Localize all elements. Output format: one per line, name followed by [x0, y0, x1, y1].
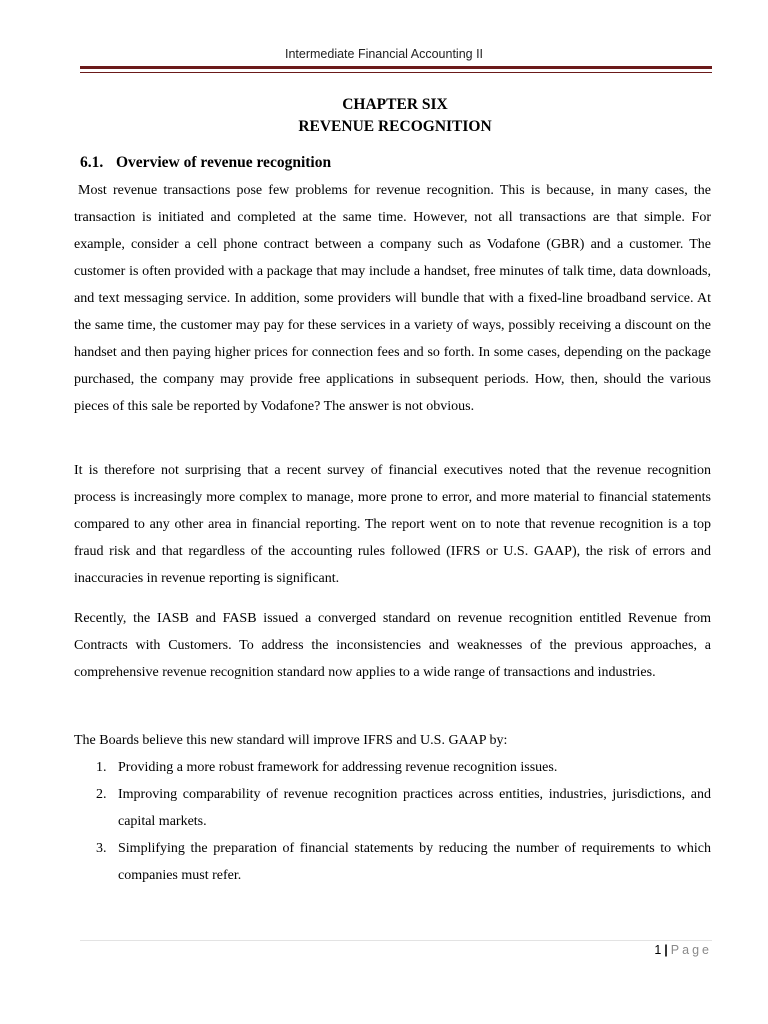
section-title: Overview of revenue recognition — [116, 154, 332, 171]
header-rule-thin — [80, 72, 712, 73]
section-heading — [80, 154, 331, 172]
running-header-title: Intermediate Financial Accounting II — [284, 47, 484, 61]
chapter-title — [0, 94, 768, 138]
page-label: Page — [670, 943, 712, 957]
header-rule-thick — [80, 66, 712, 69]
list-marker: 1. — [96, 760, 107, 775]
list-item — [96, 754, 711, 781]
list-item-text: Improving comparability of revenue recognition practices across entities, industries, jurisdictions, and capital markets. — [118, 787, 711, 829]
paragraph-text: Recently, the IASB and FASB issued a converged standard on revenue recognition entitled Revenue from Contracts with Customers. To address the inconsistencies and weaknesses of the previous approaches, a comprehensive revenue recognition standard now applies to a wide range of transactions and industries. — [74, 611, 711, 680]
list-item-text: Providing a more robust framework for addressing revenue recognition issues. — [118, 760, 558, 775]
body-paragraph — [74, 177, 711, 420]
list-item-text: Simplifying the preparation of financial statements by reducing the number of requirements to which companies must refer. — [118, 841, 711, 883]
body-paragraph — [74, 605, 711, 686]
list-marker: 3. — [96, 841, 107, 856]
body-paragraph — [74, 457, 711, 592]
list-item — [96, 835, 711, 889]
section-number: 6.1. — [80, 154, 104, 171]
list-intro-paragraph — [74, 727, 711, 754]
page-separator: | — [664, 943, 668, 957]
page-footer — [654, 943, 712, 957]
numbered-list — [96, 754, 711, 889]
chapter-number-line: CHAPTER SIX — [342, 96, 448, 113]
paragraph-text: It is therefore not surprising that a recent survey of financial executives noted that the revenue recognition process is increasingly more complex to manage, more prone to error, and more material to financial statements compared to any other area in financial reporting. The report went on to note that revenue recognition is a top fraud risk and that regardless of the accounting rules followed (IFRS or U.S. GAAP), the risk of errors and inaccuracies in revenue reporting is significant. — [74, 463, 711, 586]
list-item — [96, 781, 711, 835]
paragraph-text: Most revenue transactions pose few problems for revenue recognition. This is because, in many cases, the transaction is initiated and completed at the same time. However, not all transactions are that simple. For example, consider a cell phone contract between a company such as Vodafone (GBR) and a customer. The customer is often provided with a package that may include a handset, free minutes of talk time, data downloads, and text messaging service. In addition, some providers will bundle that with a fixed-line broadband service. At the same time, the customer may pay for these services in a variety of ways, possibly receiving a discount on the handset and then paying higher prices for connection fees and so forth. In some cases, depending on the package purchased, the company may provide free applications in subsequent periods. How, then, should the various pieces of this sale be reported by Vodafone? The answer is not obvious. — [74, 183, 711, 414]
page-number: 1 — [654, 943, 662, 957]
footer-rule — [80, 940, 712, 941]
list-marker: 2. — [96, 787, 107, 802]
paragraph-text: The Boards believe this new standard will improve IFRS and U.S. GAAP by: — [74, 733, 508, 748]
chapter-title-line: REVENUE RECOGNITION — [298, 118, 492, 135]
